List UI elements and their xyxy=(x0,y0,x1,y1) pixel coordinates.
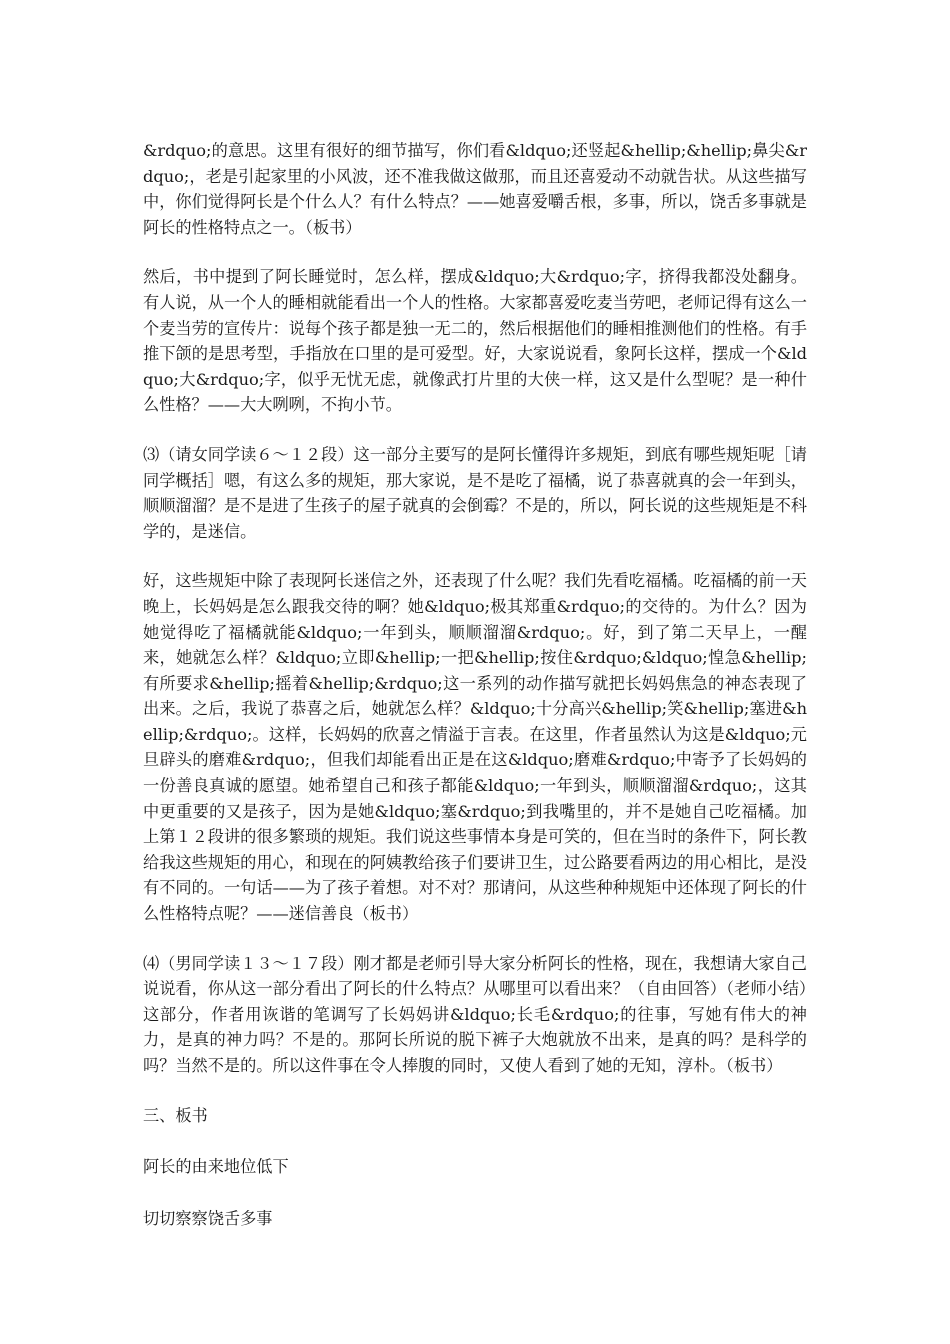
paragraph-fortune-orange: 好，这些规矩中除了表现阿长迷信之外，还表现了什么呢？我们先看吃福橘。吃福橘的前一天晚上，长妈妈是怎么跟我交待的啊？她&ldquo;极其郑重&rdquo;的交待的。为什么？因为她觉得吃了福橘就能&ldquo;一年到头，顺顺溜溜&rdquo;。好，到了第二天早上，一醒来，她就怎么样？&ldquo;立即&hellip;一把&hellip;按住&rdquo;&ldquo;惶急&hellip;有所要求&hellip;摇着&hellip;&rdquo;这一系列的动作描写就把长妈妈焦急的神态表现了出来。之后，我说了恭喜之后，她就怎么样？&ldquo;十分高兴&hellip;笑&hellip;塞进&hellip;&rdquo;。这样，长妈妈的欣喜之情溢于言表。在这里，作者虽然认为这是&ldquo;元旦辟头的磨难&rdquo;，但我们却能看出正是在这&ldquo;磨难&rdquo;中寄予了长妈妈的一份善良真诚的愿望。她希望自己和孩子都能&ldquo;一年到头，顺顺溜溜&rdquo;，这其中更重要的又是孩子，因为是她&ldquo;塞&rdquo;到我嘴里的，并不是她自己吃福橘。加上第１２段讲的很多繁琐的规矩。我们说这些事情本身是可笑的，但在当时的条件下，阿长教给我这些规矩的用心，和现在的阿姨教给孩子们要讲卫生，过公路要看两边的用心相比，是没有不同的。一句话——为了孩子着想。对不对？那请问，从这些种种规矩中还体现了阿长的什么性格特点呢？——迷信善良（板书） xyxy=(143,571,807,924)
board-line-origin: 阿长的由来地位低下 xyxy=(143,1157,289,1177)
document-body xyxy=(143,138,807,1257)
board-line-gossip: 切切察察饶舌多事 xyxy=(143,1208,273,1228)
paragraph-details: &rdquo;的意思。这里有很好的细节描写，你们看&ldquo;还竖起&hellip;&hellip;鼻尖&rdquo;，老是引起家里的小风波，还不准我做这做那，而且还喜爱动不动就告状。从这些描写中，你们觉得阿长是个什么人？有什么特点？——她喜爱嚼舌根，多事，所以，饶舌多事就是阿长的性格特点之一。（板书） xyxy=(143,141,807,237)
paragraph-long-hair: ⑷（男同学读１３～１７段）刚才都是老师引导大家分析阿长的性格，现在，我想请大家自己说说看，你从这一部分看出了阿长的什么特点？从哪里可以看出来？（自由回答）（老师小结）这部分，作者用诙谐的笔调写了长妈妈讲&ldquo;长毛&rdquo;的往事，写她有伟大的神力，是真的神力吗？不是的。那阿长所说的脱下裤子大炮就放不出来，是真的吗？是科学的吗？当然不是的。所以这件事在令人捧腹的同时，又使人看到了她的无知，淳朴。（板书） xyxy=(143,953,807,1075)
paragraph-sleeping: 然后，书中提到了阿长睡觉时，怎么样，摆成&ldquo;大&rdquo;字，挤得我都没处翻身。有人说，从一个人的睡相就能看出一个人的性格。大家都喜爱吃麦当劳吧，老师记得有这么一个麦当劳的宣传片：说每个孩子都是独一无二的，然后根据他们的睡相推测他们的性格。有手推下颌的是思考型，手指放在口里的是可爱型。好，大家说说看，象阿长这样，摆成一个&ldquo;大&rdquo;字，似乎无忧无虑，就像武打片里的大侠一样，这又是什么型呢？是一种什么性格？——大大咧咧，不拘小节。 xyxy=(143,267,807,415)
section-heading-board: 三、板书 xyxy=(143,1105,208,1125)
paragraph-rules: ⑶（请女同学读６～１２段）这一部分主要写的是阿长懂得许多规矩，到底有哪些规矩呢［请同学概括］嗯，有这么多的规矩，那大家说，是不是吃了福橘，说了恭喜就真的会一年到头，顺顺溜溜？是不是进了生孩子的屋子就真的会倒霉？不是的，所以，阿长说的这些规矩是不科学的，是迷信。 xyxy=(143,444,807,541)
